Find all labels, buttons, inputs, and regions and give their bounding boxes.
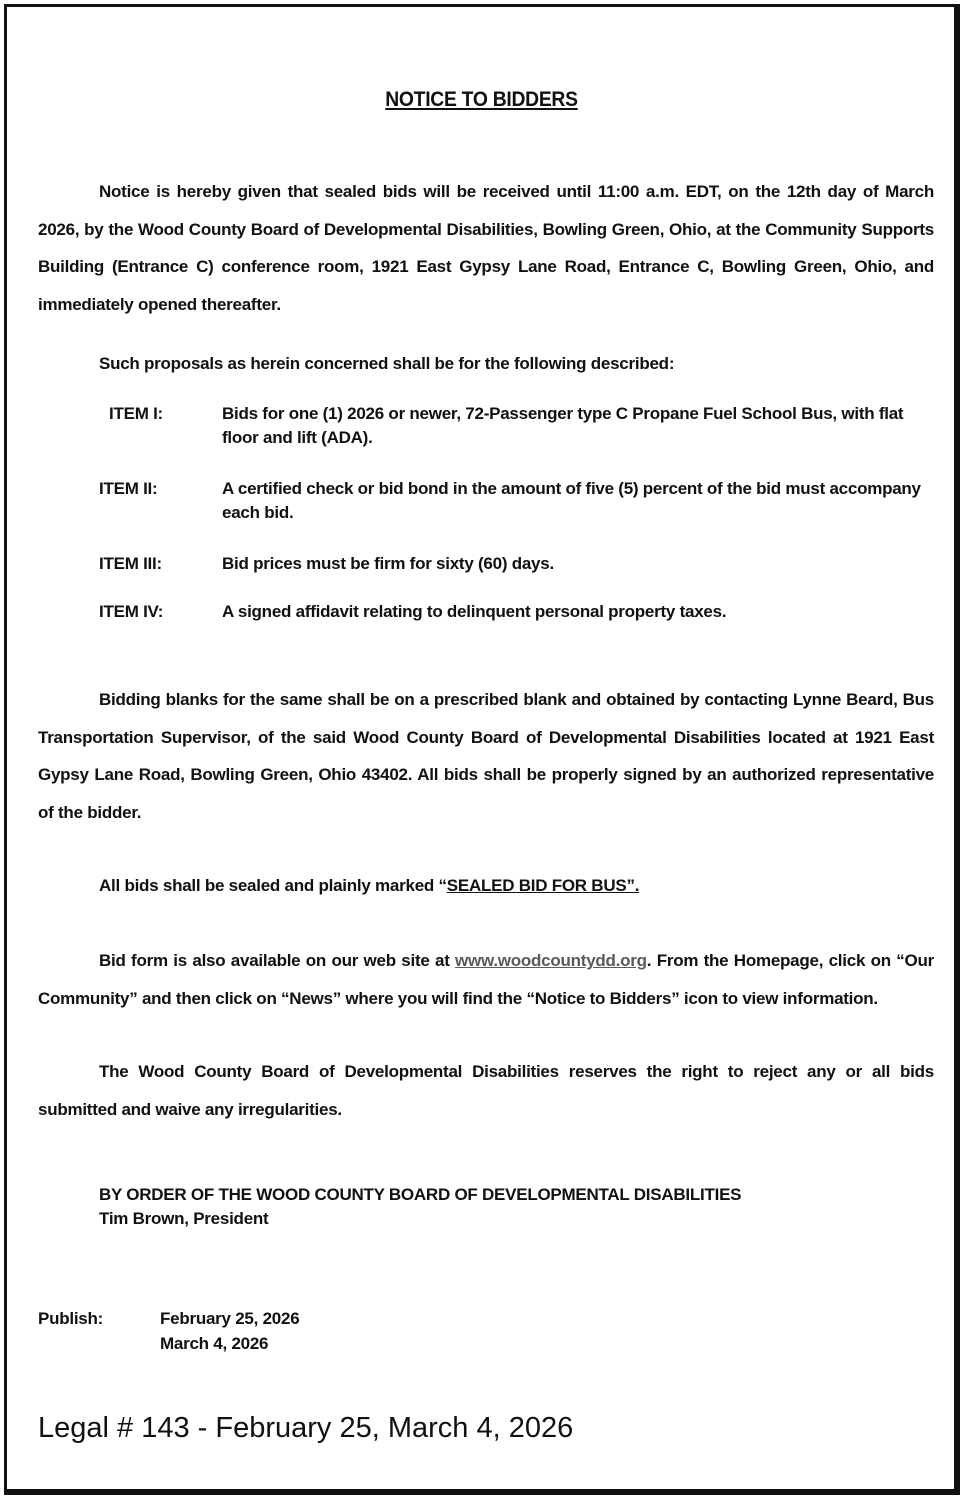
sealed-marking-text: All bids shall be sealed and plainly marked “ xyxy=(99,876,447,895)
item-text: A signed affidavit relating to delinquent personal property taxes. xyxy=(222,602,727,621)
legal-footer: Legal # 143 - February 25, March 4, 2026 xyxy=(38,1412,574,1444)
paragraph-bidding-blanks: Bidding blanks for the same shall be on a prescribed blank and obtained by contacting Lynne Beard, Bus Transportation Supervisor, of the said Wood County Board of Developmental Disabilities located at 1921 East Gypsy Lane Road, Bowling Green, Ohio 43402. All bids shall be properly signed by an authorized representative of the bidder. xyxy=(38,690,934,822)
paragraph-reservation: The Wood County Board of Developmental Disabilities reserves the right to reject any or all bids submitted and waive any irregularities. xyxy=(38,1062,934,1119)
item-text: Bids for one (1) 2026 or newer, 72-Passenger type C Propane Fuel School Bus, with flat floor and lift (ADA). xyxy=(222,404,904,447)
paragraph-sealed-marking xyxy=(38,867,934,905)
signature-order: BY ORDER OF THE WOOD COUNTY BOARD OF DEVELOPMENTAL DISABILITIES xyxy=(99,1185,742,1204)
publish-date-1: February 25, 2026 xyxy=(160,1309,300,1328)
item-text: A certified check or bid bond in the amount of five (5) percent of the bid must accompany each bid. xyxy=(222,479,921,522)
notice-title: NOTICE TO BIDDERS xyxy=(385,88,578,111)
item-label: ITEM III: xyxy=(99,554,162,573)
item-text: Bid prices must be firm for sixty (60) days. xyxy=(222,554,554,573)
web-form-text: Bid form is also available on our web site at xyxy=(99,951,456,970)
publish-date-2: March 4, 2026 xyxy=(160,1334,269,1353)
paragraph-web-form xyxy=(38,942,934,1017)
publish-label: Publish: xyxy=(38,1309,104,1328)
sealed-bid-label: SEALED BID FOR BUS”. xyxy=(446,876,640,895)
item-label: ITEM II: xyxy=(99,479,158,498)
publish-dates xyxy=(160,1306,299,1356)
item-label: ITEM IV: xyxy=(99,602,164,621)
item-label: ITEM I: xyxy=(109,404,163,423)
signature-name: Tim Brown, President xyxy=(99,1209,269,1228)
paragraph-bid-receipt: Notice is hereby given that sealed bids will be received until 11:00 a.m. EDT, on the 12th day of March 2026, by the Wood County Board of Developmental Disabilities, Bowling Green, Ohio, at the Community Supports Building (Entrance C) conference room, 1921 East Gypsy Lane Road, Entrance C, Bowling Green, Ohio, and immediately opened thereafter. xyxy=(38,182,934,314)
website-link[interactable]: www.woodcountydd.org xyxy=(455,951,647,970)
web-form-instructions: . From the Homepage, click on “Our Community” and then click on “News” where you will find the “Notice to Bidders” icon to view information. xyxy=(38,951,934,1008)
paragraph-proposals-intro: Such proposals as herein concerned shall be for the following described: xyxy=(99,354,675,373)
